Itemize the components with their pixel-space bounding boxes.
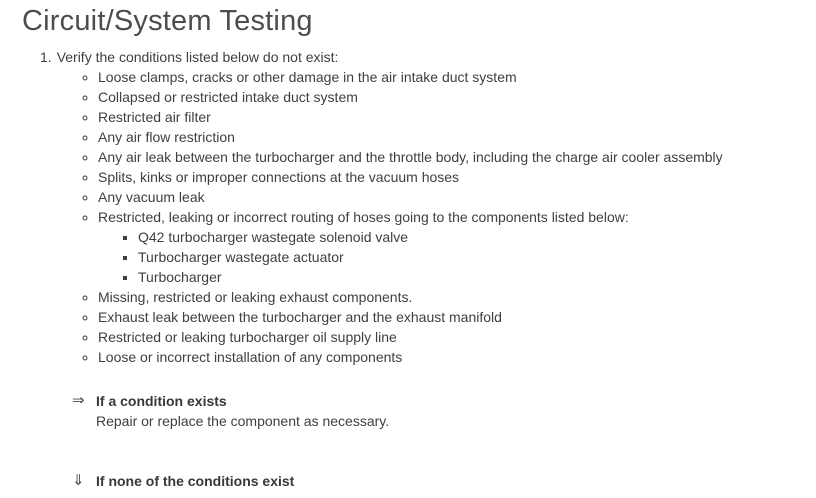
right-double-arrow-icon: ⇒ [72, 392, 85, 410]
component-text: Turbocharger wastegate actuator [138, 249, 344, 266]
step-number: 1. [40, 49, 52, 66]
list-item [138, 247, 796, 267]
component-text: Q42 turbocharger wastegate solenoid valve [138, 229, 409, 246]
list-item [98, 327, 796, 347]
condition-text: Loose or incorrect installation of any components [98, 349, 403, 366]
condition-text: Missing, restricted or leaking exhaust components. [98, 289, 413, 306]
condition-text: Loose clamps, cracks or other damage in the air intake duct system [98, 69, 517, 86]
list-item [98, 87, 796, 107]
list-item [98, 167, 796, 187]
conditions-list [22, 67, 796, 367]
directive-label: If none of the conditions exist [96, 473, 295, 490]
condition-text: Restricted, leaking or incorrect routing of hoses going to the components listed below: [98, 209, 629, 226]
components-list [98, 227, 796, 287]
page-title: Circuit/System Testing [22, 5, 313, 37]
list-item [98, 67, 796, 87]
list-item [98, 127, 796, 147]
condition-text: Exhaust leak between the turbocharger and the exhaust manifold [98, 309, 502, 326]
list-item [138, 227, 796, 247]
condition-text: Restricted or leaking turbocharger oil supply line [98, 329, 397, 346]
list-item [98, 207, 796, 287]
list-item [98, 187, 796, 207]
directive-text [96, 391, 389, 431]
condition-text: Restricted air filter [98, 109, 211, 126]
list-item [98, 307, 796, 327]
component-text: Turbocharger [138, 269, 222, 286]
list-item [98, 147, 796, 167]
condition-text: Any vacuum leak [98, 189, 205, 206]
condition-text: Collapsed or restricted intake duct system [98, 89, 358, 106]
step-text: Verify the conditions listed below do not exist: [56, 49, 339, 66]
list-item [138, 267, 796, 287]
directive-if-none-exist [72, 471, 796, 491]
condition-text: Splits, kinks or improper connections at the vacuum hoses [98, 169, 460, 186]
list-item [98, 107, 796, 127]
condition-text: Any air flow restriction [98, 129, 235, 146]
list-item [98, 347, 796, 367]
down-double-arrow-icon: ⇓ [72, 472, 85, 490]
directive-if-condition-exists [72, 391, 796, 431]
condition-text: Any air leak between the turbocharger and the throttle body, including the charge air cooler assembly [98, 149, 723, 166]
directive-text [96, 471, 294, 491]
list-item [98, 287, 796, 307]
directive-action: Repair or replace the component as necessary. [96, 413, 390, 430]
step-1 [22, 47, 796, 67]
directive-label: If a condition exists [96, 393, 227, 410]
